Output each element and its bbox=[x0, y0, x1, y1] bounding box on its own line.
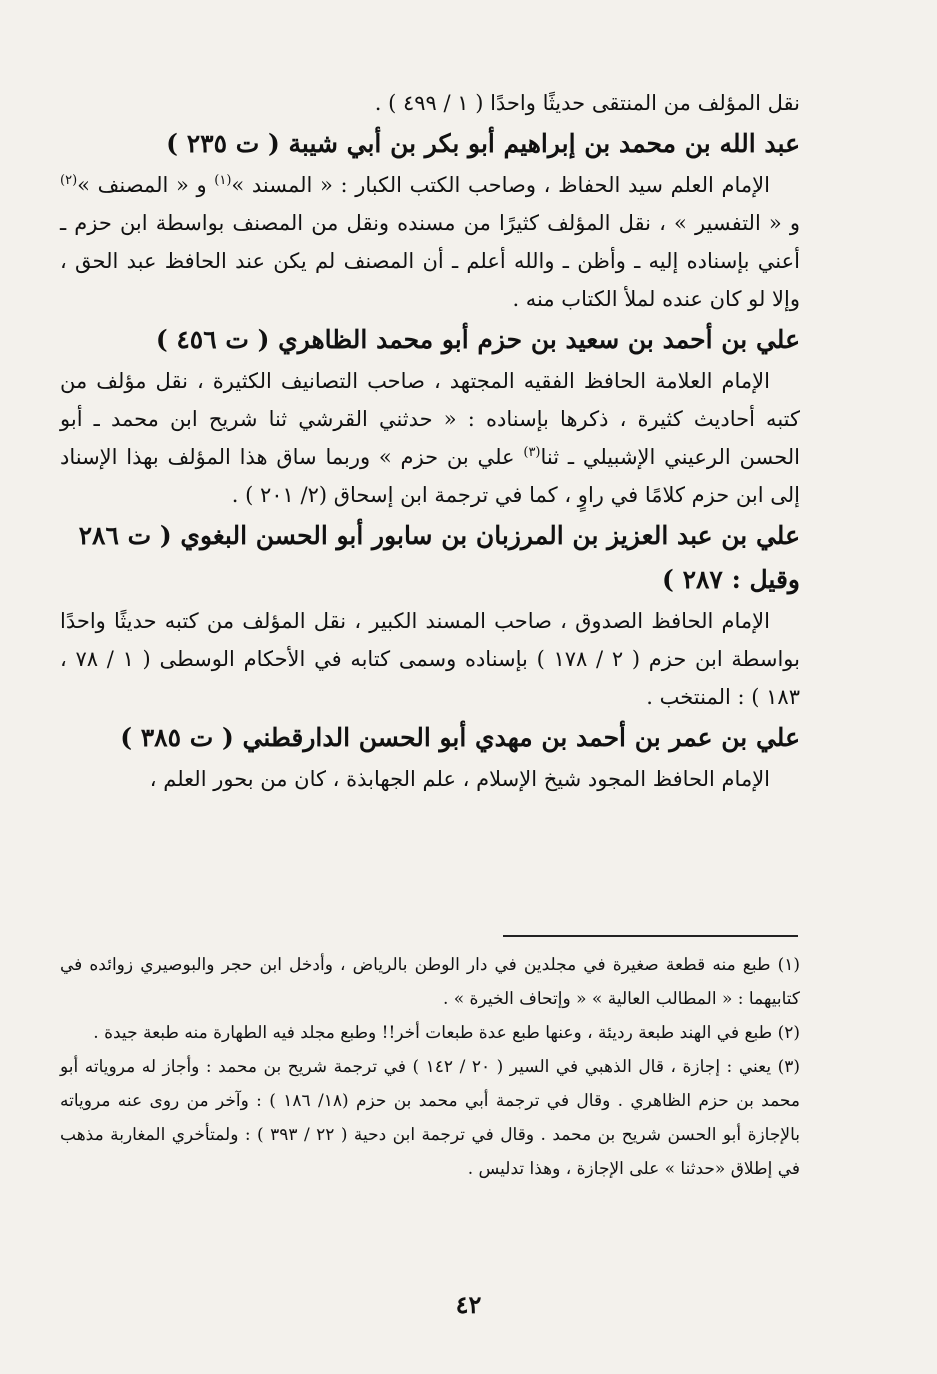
footnote-3: (٣) يعني : إجازة ، قال الذهبي في السير ( ٢٠ / ١٤٢ ) في ترجمة شريح بن محمد : وأجاز له مروياته أبو محمد بن حزم الظاهري . وقال في ترجمة أبي محمد بن حزم (١٨/ ١٨٦ ) : وآخر من روى عنه مروياته بالإجازة أبو الحسن شريح بن محمد . وقال في ترجمة ابن دحية ( ٢٢ / ٣٩٣ ) : ولمتأخري المغاربة مذهب في إطلاق «حدثنا » على الإجازة ، وهذا تدليس . bbox=[60, 1057, 801, 1179]
footnotes bbox=[60, 948, 800, 1186]
footnote-2: (٢) طبع في الهند طبعة رديئة ، وعنها طبع عدة طبعات أخر!! وطبع مجلد فيه الطهارة منه طبعة جيدة . bbox=[93, 1023, 800, 1043]
entry-text-ibn-abi-shayba: الإمام العلم سيد الحفاظ ، وصاحب الكتب الكبار : « المسند »$^{(١)}$ و « المصنف »$^{(٢)}$ و « التفسير » ، نقل المؤلف كثيرًا من مسنده ونقل من المصنف بواسطة ابن حزم ـ أعني بإسناده إليه ـ وأظن ـ والله أعلم ـ أن المصنف لم يكن عند الحافظ عبد الحق ، وإلا لو كان عنده لملأ الكتاب منه . bbox=[60, 173, 800, 311]
entry-heading-ibn-hazm: علي بن أحمد بن سعيد بن حزم أبو محمد الظاهري ( ت ٤٥٦ ) bbox=[155, 325, 800, 354]
footnote-ref-3: (٣) bbox=[523, 445, 541, 460]
footnote-ref-1: (١) bbox=[214, 173, 232, 188]
main-text bbox=[60, 84, 800, 798]
footnote-1: (١) طبع منه قطعة صغيرة في مجلدين في دار الوطن بالرياض ، وأدخل ابن حجر والبوصيري زوائده في كتابيهما : « المطالب العالية » « وإتحاف الخيرة » . bbox=[60, 955, 800, 1009]
entry-text-al-baghawi: الإمام الحافظ الصدوق ، صاحب المسند الكبير ، نقل المؤلف من كتبه حديثًا واحدًا بواسطة ابن حزم ( ٢ / ١٧٨ ) بإسناده وسمى كتابه في الأحكام الوسطى ( ١ / ٧٨ ، ١٨٣ ) : المنتخب . bbox=[60, 609, 800, 709]
entry-heading-ibn-abi-shayba: عبد الله بن محمد بن إبراهيم أبو بكر بن أبي شيبة ( ت ٢٣٥ ) bbox=[166, 129, 800, 158]
footnote-divider bbox=[503, 935, 798, 937]
entry-heading-al-daraqutni: علي بن عمر بن أحمد بن مهدي أبو الحسن الدارقطني ( ت ٣٨٥ ) bbox=[120, 723, 800, 752]
entry-text-al-daraqutni: الإمام الحافظ المجود شيخ الإسلام ، علم الجهابذة ، كان من بحور العلم ، bbox=[149, 767, 770, 791]
opening-line: نقل المؤلف من المنتقى حديثًا واحدًا ( ١ / ٤٩٩ ) . bbox=[374, 91, 800, 115]
page-number: ٤٢ bbox=[455, 1290, 482, 1319]
footnote-ref-2: (٢) bbox=[60, 173, 78, 188]
entry-text-ibn-hazm: الإمام العلامة الحافظ الفقيه المجتهد ، صاحب التصانيف الكثيرة ، نقل مؤلف من كتبه أحاديث كثيرة ، ذكرها بإسناده : « حدثني القرشي ثنا شريح ابن محمد ـ أبو الحسن الرعيني الإشبيلي ـ ثنا$^{(٣)}$ علي بن حزم » وربما ساق هذا المؤلف بهذا الإسناد إلى ابن حزم كلامًا في راوٍ ، كما في ترجمة ابن إسحاق (٢/ ٢٠١ ) . bbox=[60, 369, 801, 507]
entry-heading-al-baghawi: علي بن عبد العزيز بن المرزبان بن سابور أبو الحسن البغوي ( ت ٢٨٦ وقيل : ٢٨٧ ) bbox=[78, 521, 800, 594]
